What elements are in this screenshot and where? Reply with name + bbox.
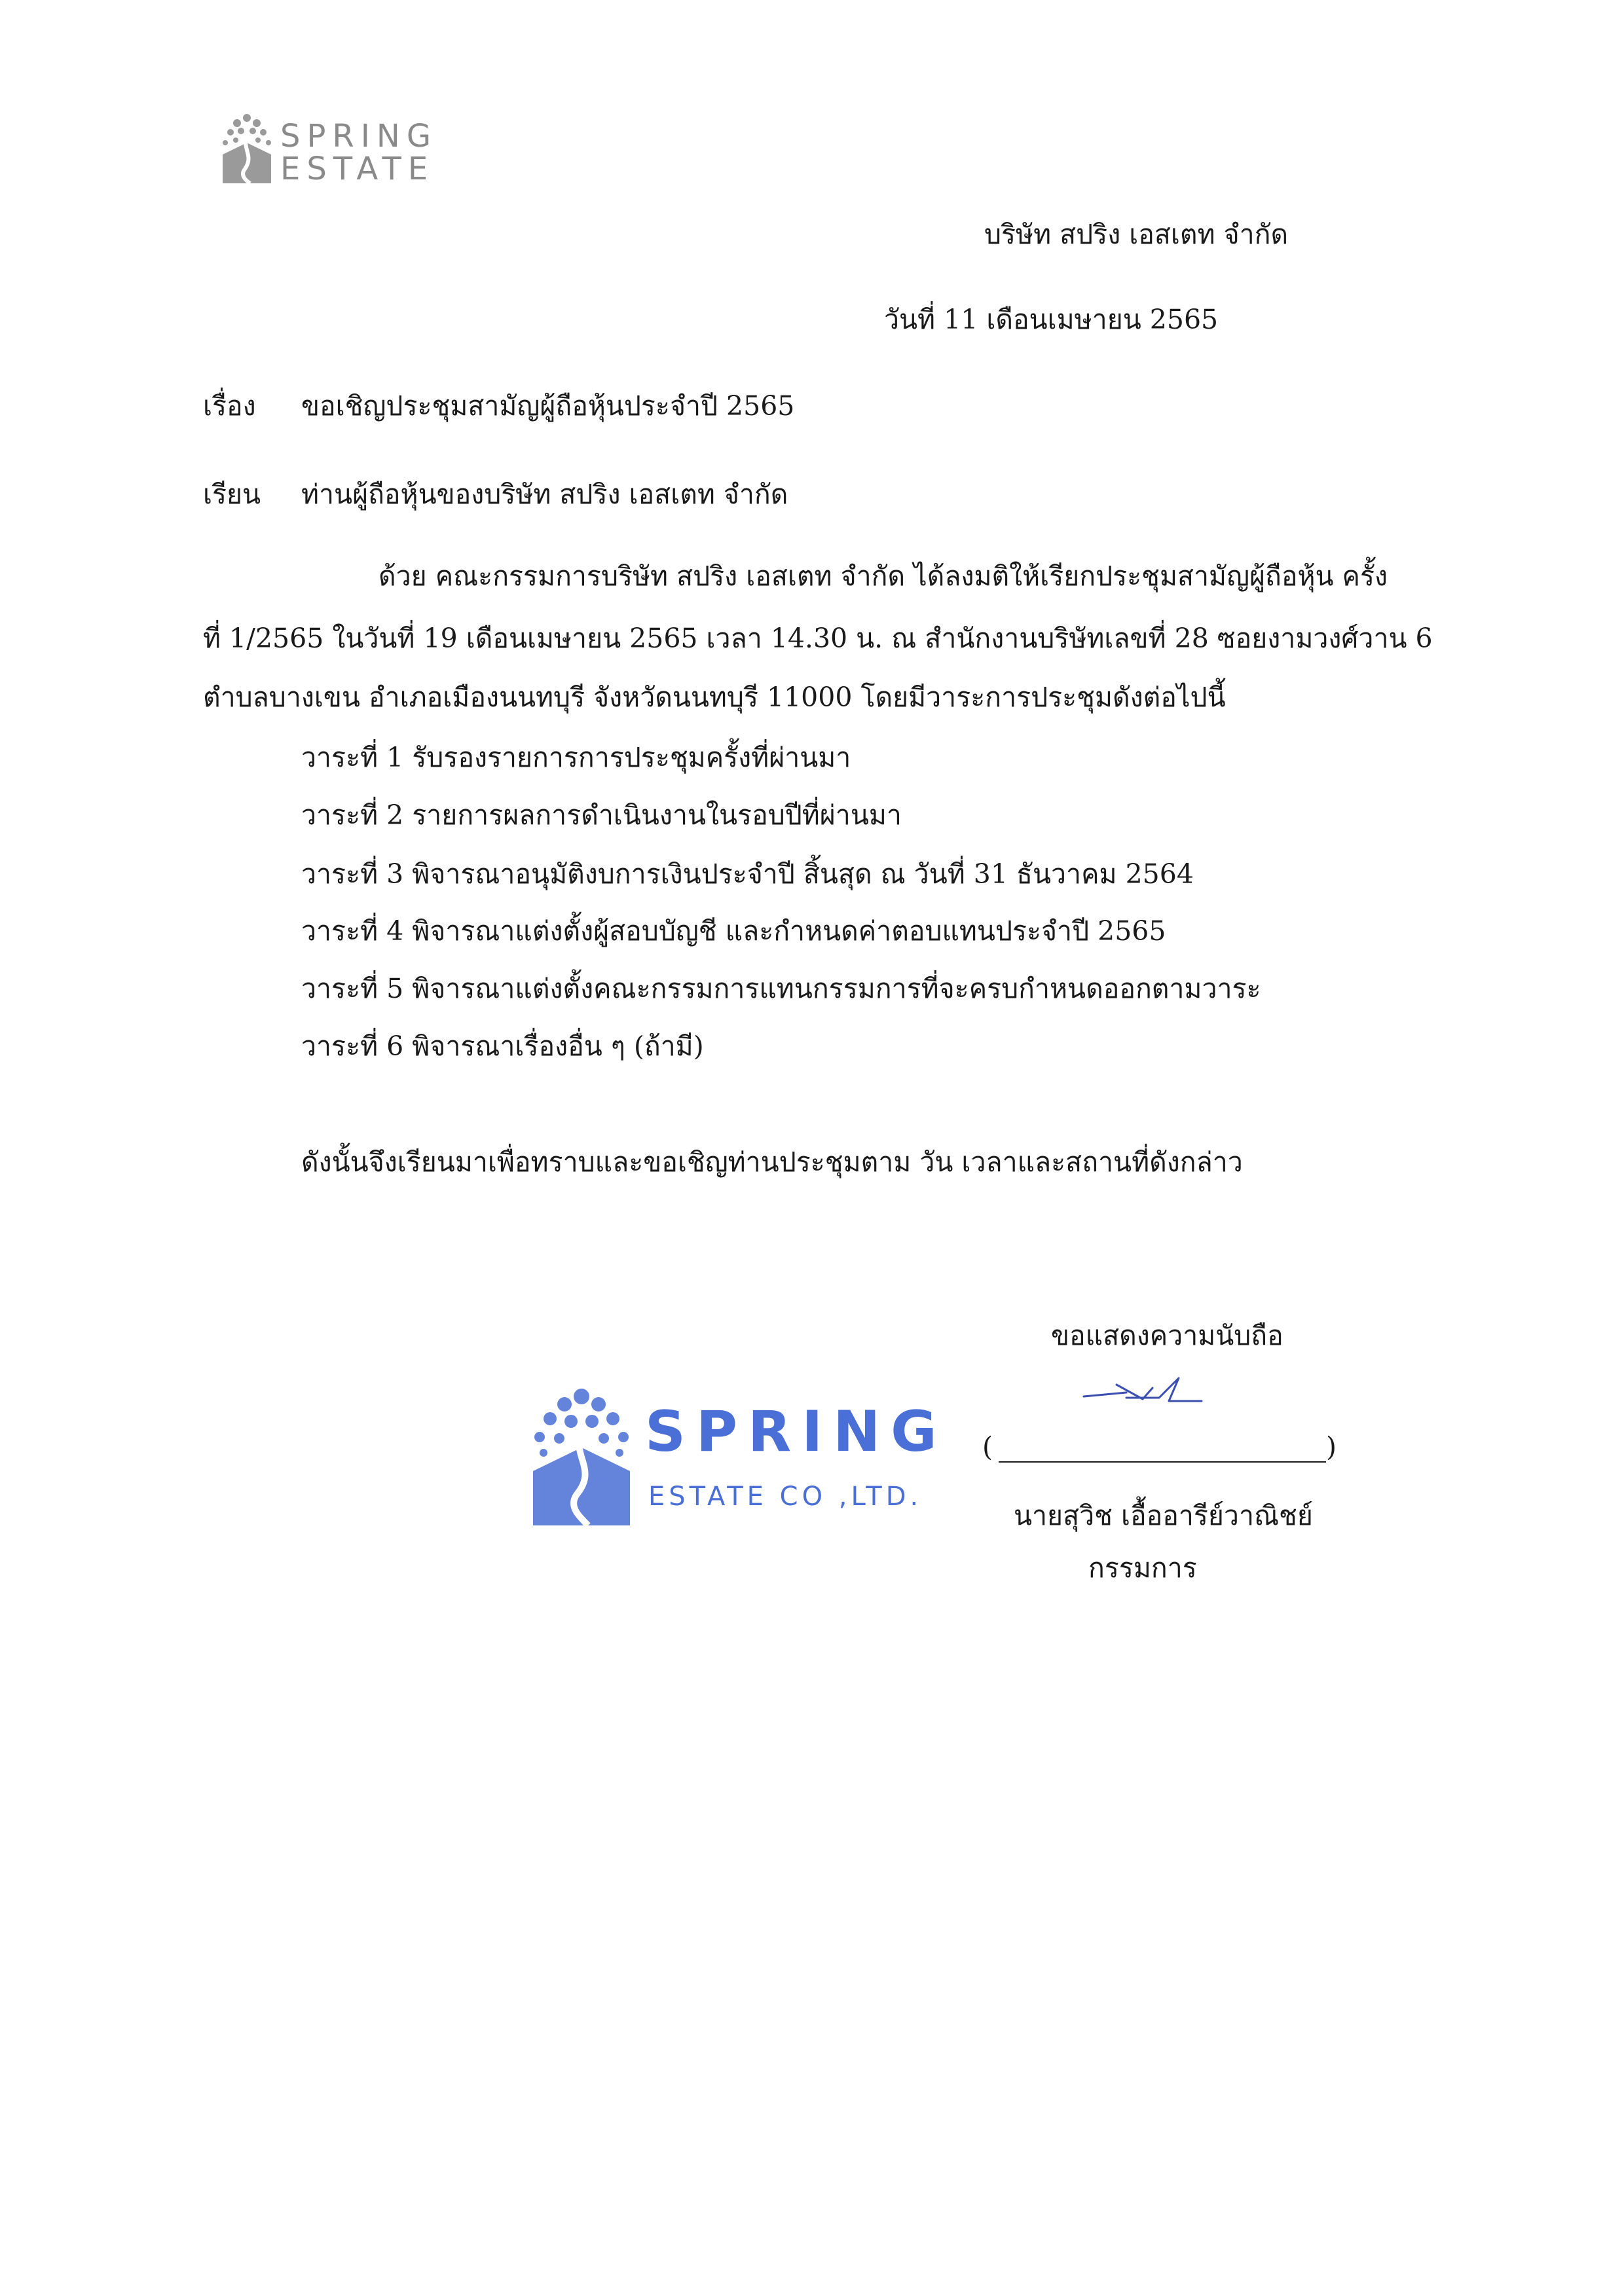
signature-close-paren: ) bbox=[1326, 1431, 1337, 1463]
closing-text: ดังนั้นจึงเรียนมาเพื่อทราบและขอเชิญท่านประชุมตาม วัน เวลาและสถานที่ดังกล่าว bbox=[301, 1146, 1243, 1178]
stamp-tree-icon bbox=[524, 1385, 638, 1529]
handwritten-signature bbox=[1080, 1365, 1211, 1411]
subject-text: ขอเชิญประชุมสามัญผู้ถือหุ้นประจำปี 2565 bbox=[301, 390, 795, 422]
letter-date: วันที่ 11 เดือนเมษายน 2565 bbox=[884, 304, 1219, 335]
agenda-item: วาระที่ 3 พิจารณาอนุมัติงบการเงินประจำปี สิ้นสุด ณ วันที่ 31 ธันวาคม 2564 bbox=[301, 858, 1194, 890]
stamp-text-spring: SPRING bbox=[645, 1399, 948, 1465]
agenda-item: วาระที่ 6 พิจารณาเรื่องอื่น ๆ (ถ้ามี) bbox=[301, 1030, 704, 1062]
subject-label: เรื่อง bbox=[203, 390, 256, 422]
logo-text-spring: SPRING bbox=[280, 118, 438, 155]
stamp-text-company: ESTATE CO ,LTD. bbox=[648, 1482, 923, 1512]
body-line-2: ที่ 1/2565 ในวันที่ 19 เดือนเมษายน 2565 เวลา 14.30 น. ณ สำนักงานบริษัทเลขที่ 28 ซอยงามวงศ์วาน 6 bbox=[203, 623, 1433, 654]
signature-open-paren: ( bbox=[982, 1431, 993, 1463]
signatory-name: นายสุวิช เอื้ออารีย์วาณิชย์ bbox=[1014, 1500, 1313, 1531]
agenda-item: วาระที่ 4 พิจารณาแต่งตั้งผู้สอบบัญชี และกำหนดค่าตอบแทนประจำปี 2565 bbox=[301, 915, 1166, 947]
body-line-1: ด้วย คณะกรรมการบริษัท สปริง เอสเตท จำกัด ได้ลงมติให้เรียกประชุมสามัญผู้ถือหุ้น ครั้ง bbox=[378, 560, 1388, 592]
recipient-label: เรียน bbox=[203, 479, 261, 510]
agenda-item: วาระที่ 2 รายการผลการดำเนินงานในรอบปีที่ผ่านมา bbox=[301, 799, 902, 831]
signature-line bbox=[999, 1461, 1326, 1463]
agenda-item: วาระที่ 1 รับรองรายการการประชุมครั้งที่ผ่านมา bbox=[301, 742, 851, 773]
company-name: บริษัท สปริง เอสเตท จำกัด bbox=[984, 219, 1289, 250]
tree-logo-icon bbox=[216, 110, 278, 185]
body-line-3: ตำบลบางเขน อำเภอเมืองนนทบุรี จังหวัดนนทบุรี 11000 โดยมีวาระการประชุมดังต่อไปนี้ bbox=[203, 682, 1226, 713]
agenda-item: วาระที่ 5 พิจารณาแต่งตั้งคณะกรรมการแทนกรรมการที่จะครบกำหนดออกตามวาระ bbox=[301, 973, 1261, 1004]
signatory-title: กรรมการ bbox=[1088, 1552, 1197, 1584]
regards-text: ขอแสดงความนับถือ bbox=[1051, 1320, 1283, 1351]
recipient-text: ท่านผู้ถือหุ้นของบริษัท สปริง เอสเตท จำกัด bbox=[301, 479, 788, 510]
logo-text-estate: ESTATE bbox=[280, 151, 435, 187]
company-logo bbox=[216, 110, 458, 192]
company-stamp bbox=[524, 1385, 948, 1532]
